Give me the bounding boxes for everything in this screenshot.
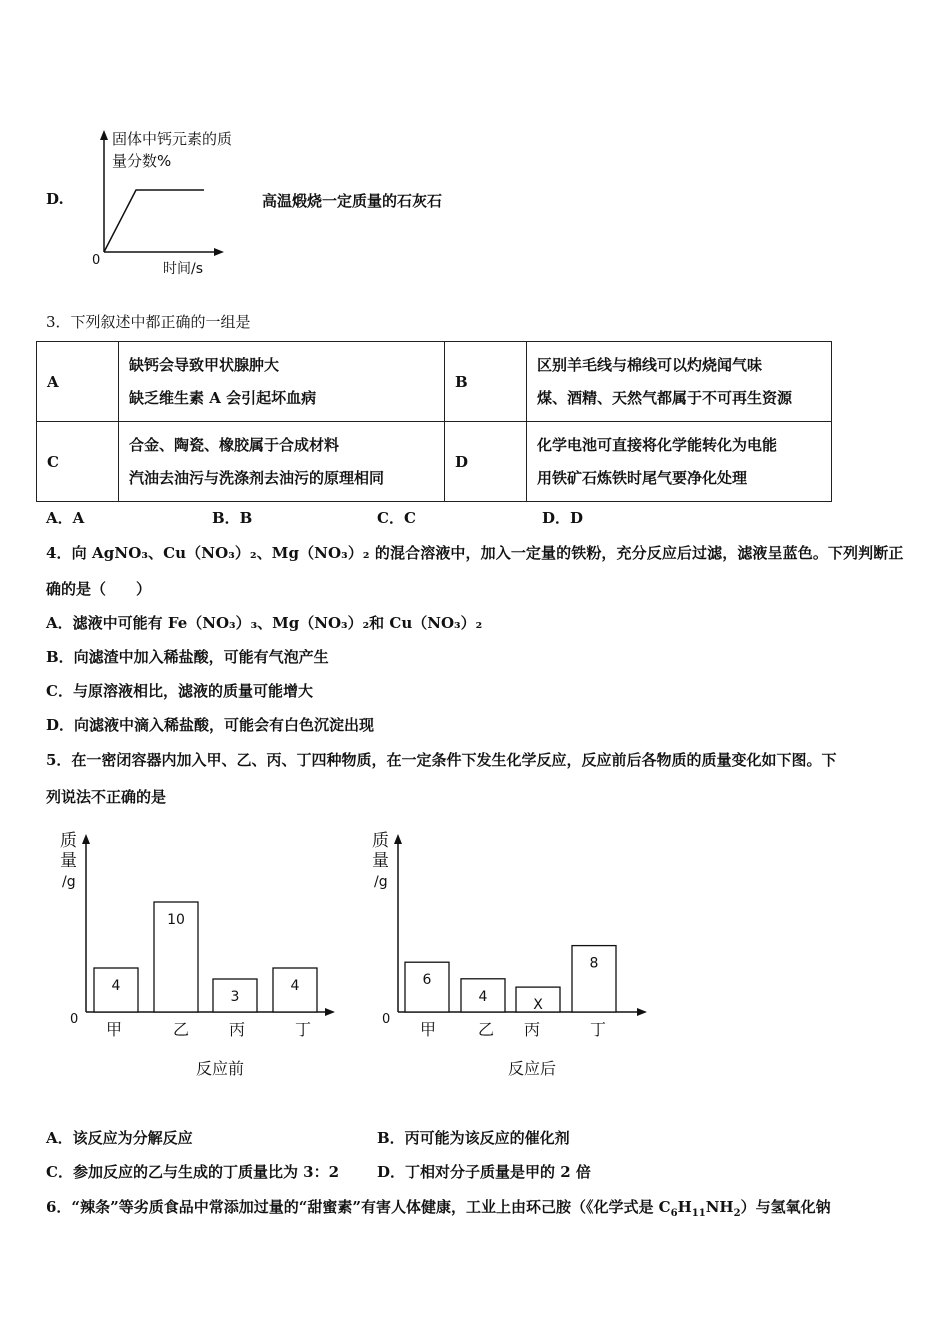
- y-axis-arrow: [100, 130, 108, 140]
- category-label: 乙: [172, 1020, 190, 1039]
- bar-value-label: 6: [422, 972, 432, 989]
- y-axis-label: /g: [62, 874, 76, 890]
- q2-option-d-label: D.: [46, 190, 64, 208]
- option-content: [527, 422, 832, 502]
- chart-title: 反应后: [507, 1059, 557, 1078]
- y-axis-label: 量: [372, 851, 389, 871]
- x-axis-arrow: [325, 1008, 335, 1016]
- q3-stem: 3．下列叙述中都正确的一组是: [46, 313, 251, 331]
- q3-choice-d: D．D: [542, 509, 584, 527]
- q6-sub: 2: [733, 1208, 741, 1219]
- origin-label: 0: [382, 1012, 391, 1027]
- y-axis-label: 质: [372, 831, 389, 851]
- origin-label: 0: [70, 1012, 79, 1027]
- q2-d-ylabel-1: 固体中钙元素的质: [112, 130, 233, 148]
- q2-d-origin: 0: [92, 253, 101, 268]
- chart-title: 反应前: [195, 1059, 245, 1078]
- q3-choice-b: B．B: [212, 509, 253, 527]
- bar-value-label: 8: [589, 955, 599, 972]
- category-label: 乙: [477, 1020, 495, 1039]
- option-line: 合金、陶瓷、橡胶属于合成材料: [129, 435, 340, 454]
- q6-stem: [46, 1196, 831, 1219]
- q6-stem-pre: 6．“辣条”等劣质食品中常添加过量的“甜蜜素”有害人体健康，工业上由环己胺（《化学式是 C: [46, 1198, 671, 1216]
- q2-d-xlabel: 时间/s: [163, 261, 204, 277]
- chart-after: [362, 826, 662, 1086]
- bar-value-label: X: [533, 997, 543, 1014]
- q4-option-b: B．向滤渣中加入稀盐酸，可能有气泡产生: [46, 648, 329, 666]
- option-line: 缺乏维生素 A 会引起坏血病: [129, 388, 317, 407]
- q5-option-d: D．丁相对分子质量是甲的 2 倍: [377, 1163, 591, 1181]
- category-label: 丁: [294, 1020, 312, 1039]
- q3-choice-a: A．A: [46, 509, 85, 527]
- bar-value-label: 4: [290, 978, 300, 994]
- option-line: 煤、酒精、天然气都属于不可再生资源: [537, 388, 793, 407]
- category-label: 丁: [589, 1020, 607, 1039]
- option-content: [119, 342, 445, 422]
- option-line: 用铁矿石炼铁时尾气要净化处理: [537, 468, 748, 487]
- option-label: A: [37, 342, 119, 422]
- y-axis-label: 量: [60, 851, 77, 871]
- q5-option-a: A．该反应为分解反应: [46, 1129, 193, 1147]
- table-row: [37, 342, 832, 422]
- category-label: 丙: [228, 1020, 246, 1039]
- q5-stem-2: 列说法不正确的是: [46, 788, 167, 806]
- q4-option-d: D．向滤液中滴入稀盐酸，可能会有白色沉淀出现: [46, 716, 375, 734]
- option-line: 区别羊毛线与棉线可以灼烧闻气味: [537, 355, 763, 374]
- x-axis-arrow: [637, 1008, 647, 1016]
- option-line: 化学电池可直接将化学能转化为电能: [537, 435, 778, 454]
- q6-stem-post: ）与氢氧化钠: [740, 1198, 831, 1216]
- y-axis-label: /g: [374, 874, 388, 890]
- category-label: 丙: [523, 1020, 541, 1039]
- option-line: 汽油去油污与洗涤剂去油污的原理相同: [129, 468, 385, 487]
- bar-value-label: 4: [478, 988, 488, 1005]
- y-axis-arrow: [82, 834, 90, 844]
- category-label: 甲: [105, 1020, 123, 1039]
- category-label: 甲: [419, 1020, 437, 1039]
- graph-line: [104, 190, 204, 252]
- q2-d-description: 高温煅烧一定质量的石灰石: [262, 192, 443, 210]
- bar-value-label: 3: [230, 989, 240, 1005]
- q3-choice-c: C．C: [377, 509, 416, 527]
- chart-before: [50, 826, 350, 1086]
- option-line: 缺钙会导致甲状腺肿大: [129, 355, 280, 374]
- q4-option-a: A．滤液中可能有 Fe（NO₃）₃、Mg（NO₃）₂和 Cu（NO₃）₂: [46, 614, 483, 632]
- option-label: C: [37, 422, 119, 502]
- option-content: [119, 422, 445, 502]
- q5-option-c: C．参加反应的乙与生成的丁质量比为 3：2: [46, 1163, 340, 1181]
- q5-option-b: B．丙可能为该反应的催化剂: [377, 1129, 570, 1147]
- q4-stem-2: 确的是（ ）: [46, 580, 152, 598]
- q6-sub: 11: [691, 1208, 706, 1219]
- y-axis-label: 质: [60, 831, 77, 851]
- q6-sub: 6: [670, 1208, 678, 1219]
- q4-option-c: C．与原溶液相比，滤液的质量可能增大: [46, 682, 313, 700]
- bar-value-label: 4: [111, 978, 121, 994]
- option-label: D: [445, 422, 527, 502]
- table-row: [37, 422, 832, 502]
- bar-value-label: 10: [167, 912, 185, 928]
- q3-option-table: [36, 341, 832, 502]
- q6-stem-mid: H: [677, 1198, 692, 1216]
- q6-stem-mid: NH: [705, 1198, 734, 1216]
- option-content: [527, 342, 832, 422]
- y-axis-arrow: [394, 834, 402, 844]
- x-axis-arrow: [214, 248, 224, 256]
- option-label: B: [445, 342, 527, 422]
- q2-d-ylabel-2: 量分数%: [112, 152, 172, 170]
- q5-stem-1: 5．在一密闭容器内加入甲、乙、丙、丁四种物质，在一定条件下发生化学反应，反应前后各物质的质量变化如下图。下: [46, 751, 837, 769]
- q4-stem-1: 4．向 AgNO₃、Cu（NO₃）₂、Mg（NO₃）₂ 的混合溶液中，加入一定量的铁粉，充分反应后过滤，滤液呈蓝色。下列判断正: [46, 544, 904, 562]
